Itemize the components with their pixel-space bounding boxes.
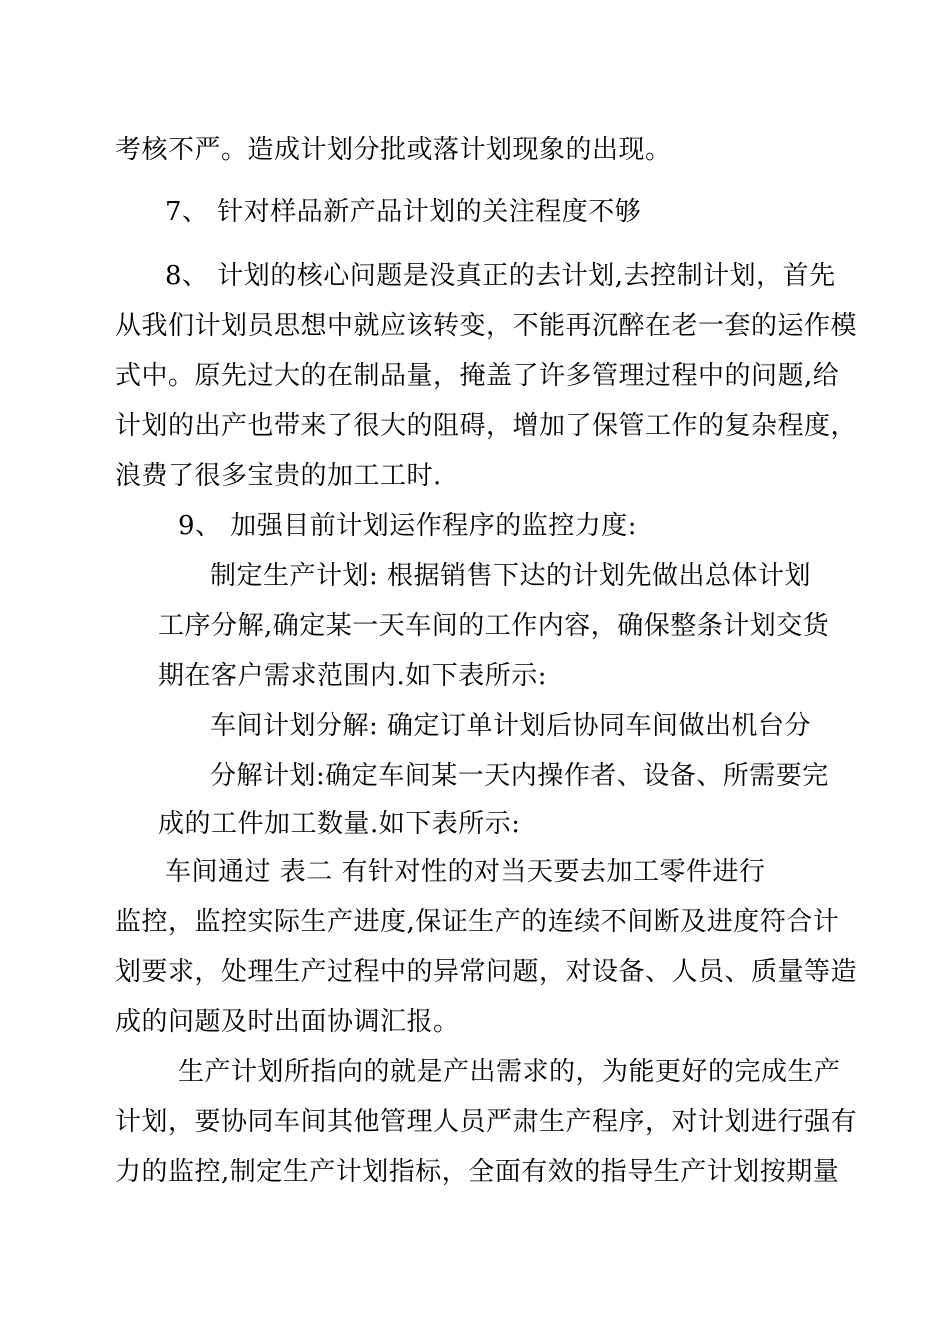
- text-line: 计划的出产也带来了很大的阻碍，增加了保管工作的复杂程度，: [115, 411, 858, 441]
- text-line: 9、 加强目前计划运作程序的监控力度:: [178, 511, 638, 541]
- text-line: 成的工件加工数量.如下表所示:: [158, 809, 521, 839]
- text-line: 式中。原先过大的在制品量，掩盖了许多管理过程中的问题,给: [115, 361, 840, 391]
- text-line: 8、 计划的核心问题是没真正的去计划,去控制计划，首先: [165, 261, 836, 291]
- text-line: 生产计划所指向的就是产出需求的，为能更好的完成生产: [178, 1057, 841, 1087]
- text-line: 制定生产计划: 根据销售下达的计划先做出总体计划: [210, 561, 812, 591]
- text-line: 浪费了很多宝贵的加工工时.: [115, 461, 442, 491]
- text-line: 监控，监控实际生产进度,保证生产的连续不间断及进度符合计: [115, 907, 840, 937]
- text-line: 期在客户需求范围内.如下表所示:: [158, 661, 548, 691]
- text-line: 考核不严。造成计划分批或落计划现象的出现。: [115, 135, 672, 165]
- text-line: 计划，要协同车间其他管理人员严肃生产程序，对计划进行强有: [115, 1107, 858, 1137]
- text-line: 车间通过 表二 有针对性的对当天要去加工零件进行: [165, 857, 766, 887]
- text-line: 分解计划:确定车间某一天内操作者、设备、所需要完: [210, 761, 829, 791]
- text-line: 力的监控,制定生产计划指标，全面有效的指导生产计划按期量: [115, 1157, 840, 1187]
- text-line: 工序分解,确定某一天车间的工作内容，确保整条计划交货: [158, 611, 830, 641]
- text-line: 7、 针对样品新产品计划的关注程度不够: [165, 197, 642, 227]
- text-line: 车间计划分解: 确定订单计划后协同车间做出机台分: [210, 711, 812, 741]
- text-line: 成的问题及时出面协调汇报。: [115, 1007, 460, 1037]
- text-line: 从我们计划员思想中就应该转变，不能再沉醉在老一套的运作模: [115, 311, 858, 341]
- text-line: 划要求，处理生产过程中的异常问题，对设备、人员、质量等造: [115, 957, 858, 987]
